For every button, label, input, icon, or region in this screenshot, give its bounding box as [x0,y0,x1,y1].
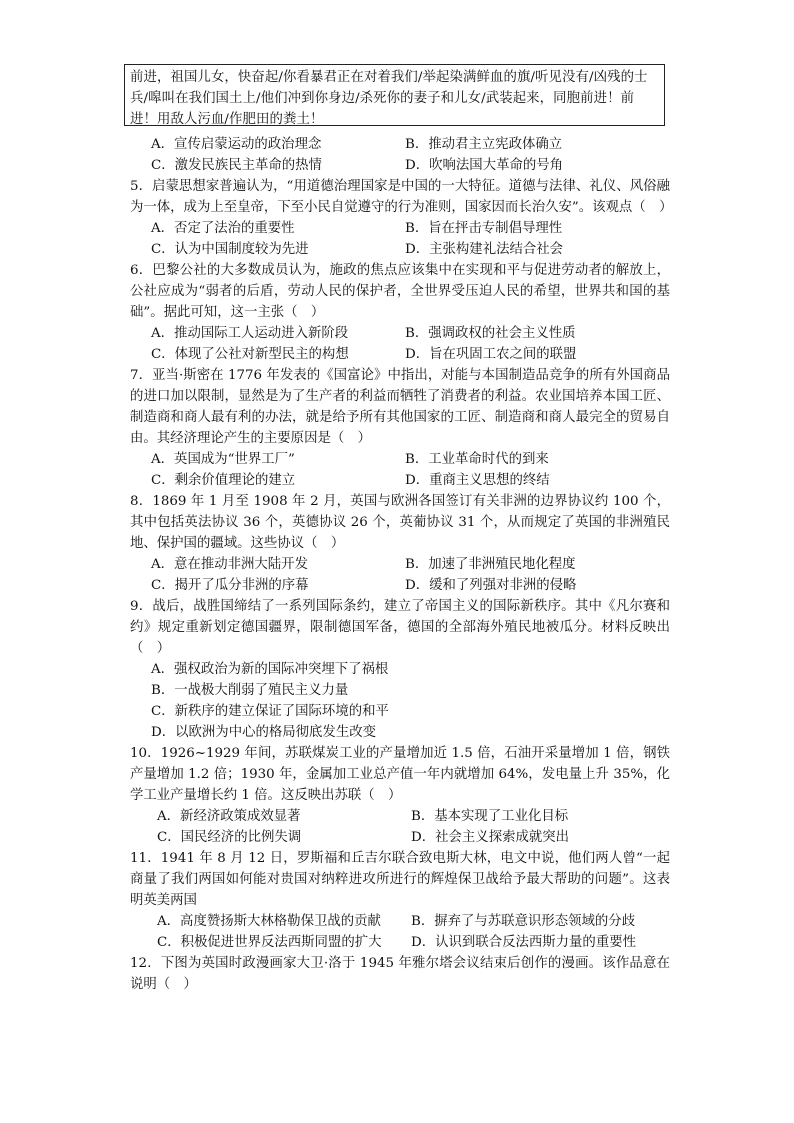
q12-stem: 12．下图为英国时政漫画家大卫·洛于 1945 年雅尔塔会议结束后创作的漫画。该作品意在说明（ ） [130,956,670,992]
q8-option-b[interactable]: B．加速了非洲殖民地化程度 [405,557,576,572]
q11-options [130,911,670,953]
q5-stem: 5．启蒙思想家普遍认为，“用道德治理国家是中国的一大特征。道德与法律、礼仪、风俗融为一体，成为上至皇帝，下至小民自觉遵守的行为准则，国家因而长治久安”。该观点（ ） [130,179,673,215]
q10-option-a[interactable]: A．新经济政策成效显著 [157,809,301,824]
q4-options [130,134,670,176]
q5-option-a[interactable]: A．否定了法治的重要性 [151,221,295,236]
q4-option-d[interactable]: D．吹响法国大革命的号角 [405,158,564,173]
q7-option-b[interactable]: B．工业革命时代的到来 [405,452,549,467]
q8-stem: 8．1869 年 1 月至 1908 年 2 月，英国与欧洲各国签订有关非洲的边界协议约 100 个，其中包括英法协议 36 个，英德协议 26 个，英葡协议 31 个，从而规定了英国的非洲殖民地、保护国的疆域。这些协议（ ） [130,494,670,551]
q6-stem: 6．巴黎公社的大多数成员认为，施政的焦点应该集中在实现和平与促进劳动者的解放上，公社应成为“弱者的后盾，劳动人民的保护者，全世界受压迫人民的希望，世界共和国的基础”。据此可知，这一主张（ ） [130,263,670,320]
q7-option-c[interactable]: C．剩余价值理论的建立 [151,473,296,488]
q6-option-c[interactable]: C．体现了公社对新型民主的构想 [151,347,349,362]
q9-option-d[interactable]: D．以欧洲为中心的格局彻底发生改变 [151,725,376,740]
q10-option-c[interactable]: C．国民经济的比例失调 [157,830,302,845]
q9-options [130,659,670,743]
q11-option-b[interactable]: B．摒弃了与苏联意识形态领域的分歧 [411,914,636,929]
q8-options [130,554,670,596]
q11-stem: 11．1941 年 8 月 12 日，罗斯福和丘吉尔联合致电斯大林，电文中说，他们两人曾“一起商量了我们两国如何能对贵国对纳粹进攻所进行的辉煌保卫战给予最大帮助的问题”。这表明英美两国 [130,851,670,908]
poem-quote-text: 前进，祖国儿女，快奋起/你看暴君正在对着我们/举起染满鲜血的旗/听见没有/凶残的士兵/嗥叫在我们国土上/他们冲到你身边/杀死你的妻子和儿女/武装起来，同胞前进！前进！用敌人污血/作肥田的粪土！ [130,70,648,127]
q5-options [130,218,670,260]
q4-option-b[interactable]: B．推动君主立宪政体确立 [405,137,563,152]
q11-option-a[interactable]: A．高度赞扬斯大林格勒保卫战的贡献 [157,914,381,929]
q10-option-d[interactable]: D．社会主义探索成就突出 [411,830,570,845]
q9-option-a[interactable]: A．强权政治为新的国际冲突埋下了祸根 [151,662,389,677]
q11-option-c[interactable]: C．积极促进世界反法西斯同盟的扩大 [157,935,382,950]
q8-option-c[interactable]: C．揭开了瓜分非洲的序幕 [151,578,309,593]
q5-option-d[interactable]: D．主张构建礼法结合社会 [405,242,564,257]
poem-quote-box [124,64,665,126]
q10-options [130,806,670,848]
q4-option-c[interactable]: C．激发民族民主革命的热情 [151,158,322,173]
q9-stem: 9．战后，战胜国缔结了一系列国际条约，建立了帝国主义的国际新秩序。其中《凡尔赛和约》规定重新划定德国疆界，限制德国军备，德国的全部海外殖民地被瓜分。材料反映出（ ） [130,599,670,656]
q7-stem: 7．亚当·斯密在 1776 年发表的《国富论》中指出，对能与本国制造品竞争的所有外国商品的进口加以限制，显然是为了生产者的利益而牺牲了消费者的利益。农业国培养本国工匠、制造商和商人最有利的办法，就是给予所有其他国家的工匠、制造商和商人最完全的贸易自由。其经济理论产生的主要原因是（ ） [130,368,670,446]
q8-option-d[interactable]: D．缓和了列强对非洲的侵略 [405,578,577,593]
q10-stem: 10．1926~1929 年间，苏联煤炭工业的产量增加近 1.5 倍，石油开采量增加 1 倍，钢铁产量增加 1.2 倍；1930 年，金属加工业总产值一年内就增加 64%，发电量上升 35%，化学工业产量增长约 1 倍。这反映出苏联（ ） [130,746,670,803]
q9-option-b[interactable]: B．一战极大削弱了殖民主义力量 [151,683,349,698]
q6-option-d[interactable]: D．旨在巩固工农之间的联盟 [405,347,577,362]
q7-option-d[interactable]: D．重商主义思想的终结 [405,473,550,488]
q11-option-d[interactable]: D．认识到联合反法西斯力量的重要性 [411,935,636,950]
q6-options [130,323,670,365]
q8-option-a[interactable]: A．意在推动非洲大陆开发 [151,557,308,572]
q10-option-b[interactable]: B．基本实现了工业化目标 [411,809,569,824]
q6-option-b[interactable]: B．强调政权的社会主义性质 [405,326,576,341]
q7-option-a[interactable]: A．英国成为“世界工厂” [151,452,295,467]
q5-option-c[interactable]: C．认为中国制度较为先进 [151,242,309,257]
q7-options [130,449,670,491]
q5-option-b[interactable]: B．旨在抨击专制倡导理性 [405,221,563,236]
q9-option-c[interactable]: C．新秩序的建立保证了国际环境的和平 [151,704,389,719]
question-list [130,134,673,995]
q6-option-a[interactable]: A．推动国际工人运动进入新阶段 [151,326,349,341]
q4-option-a[interactable]: A．宣传启蒙运动的政治理念 [151,137,322,152]
